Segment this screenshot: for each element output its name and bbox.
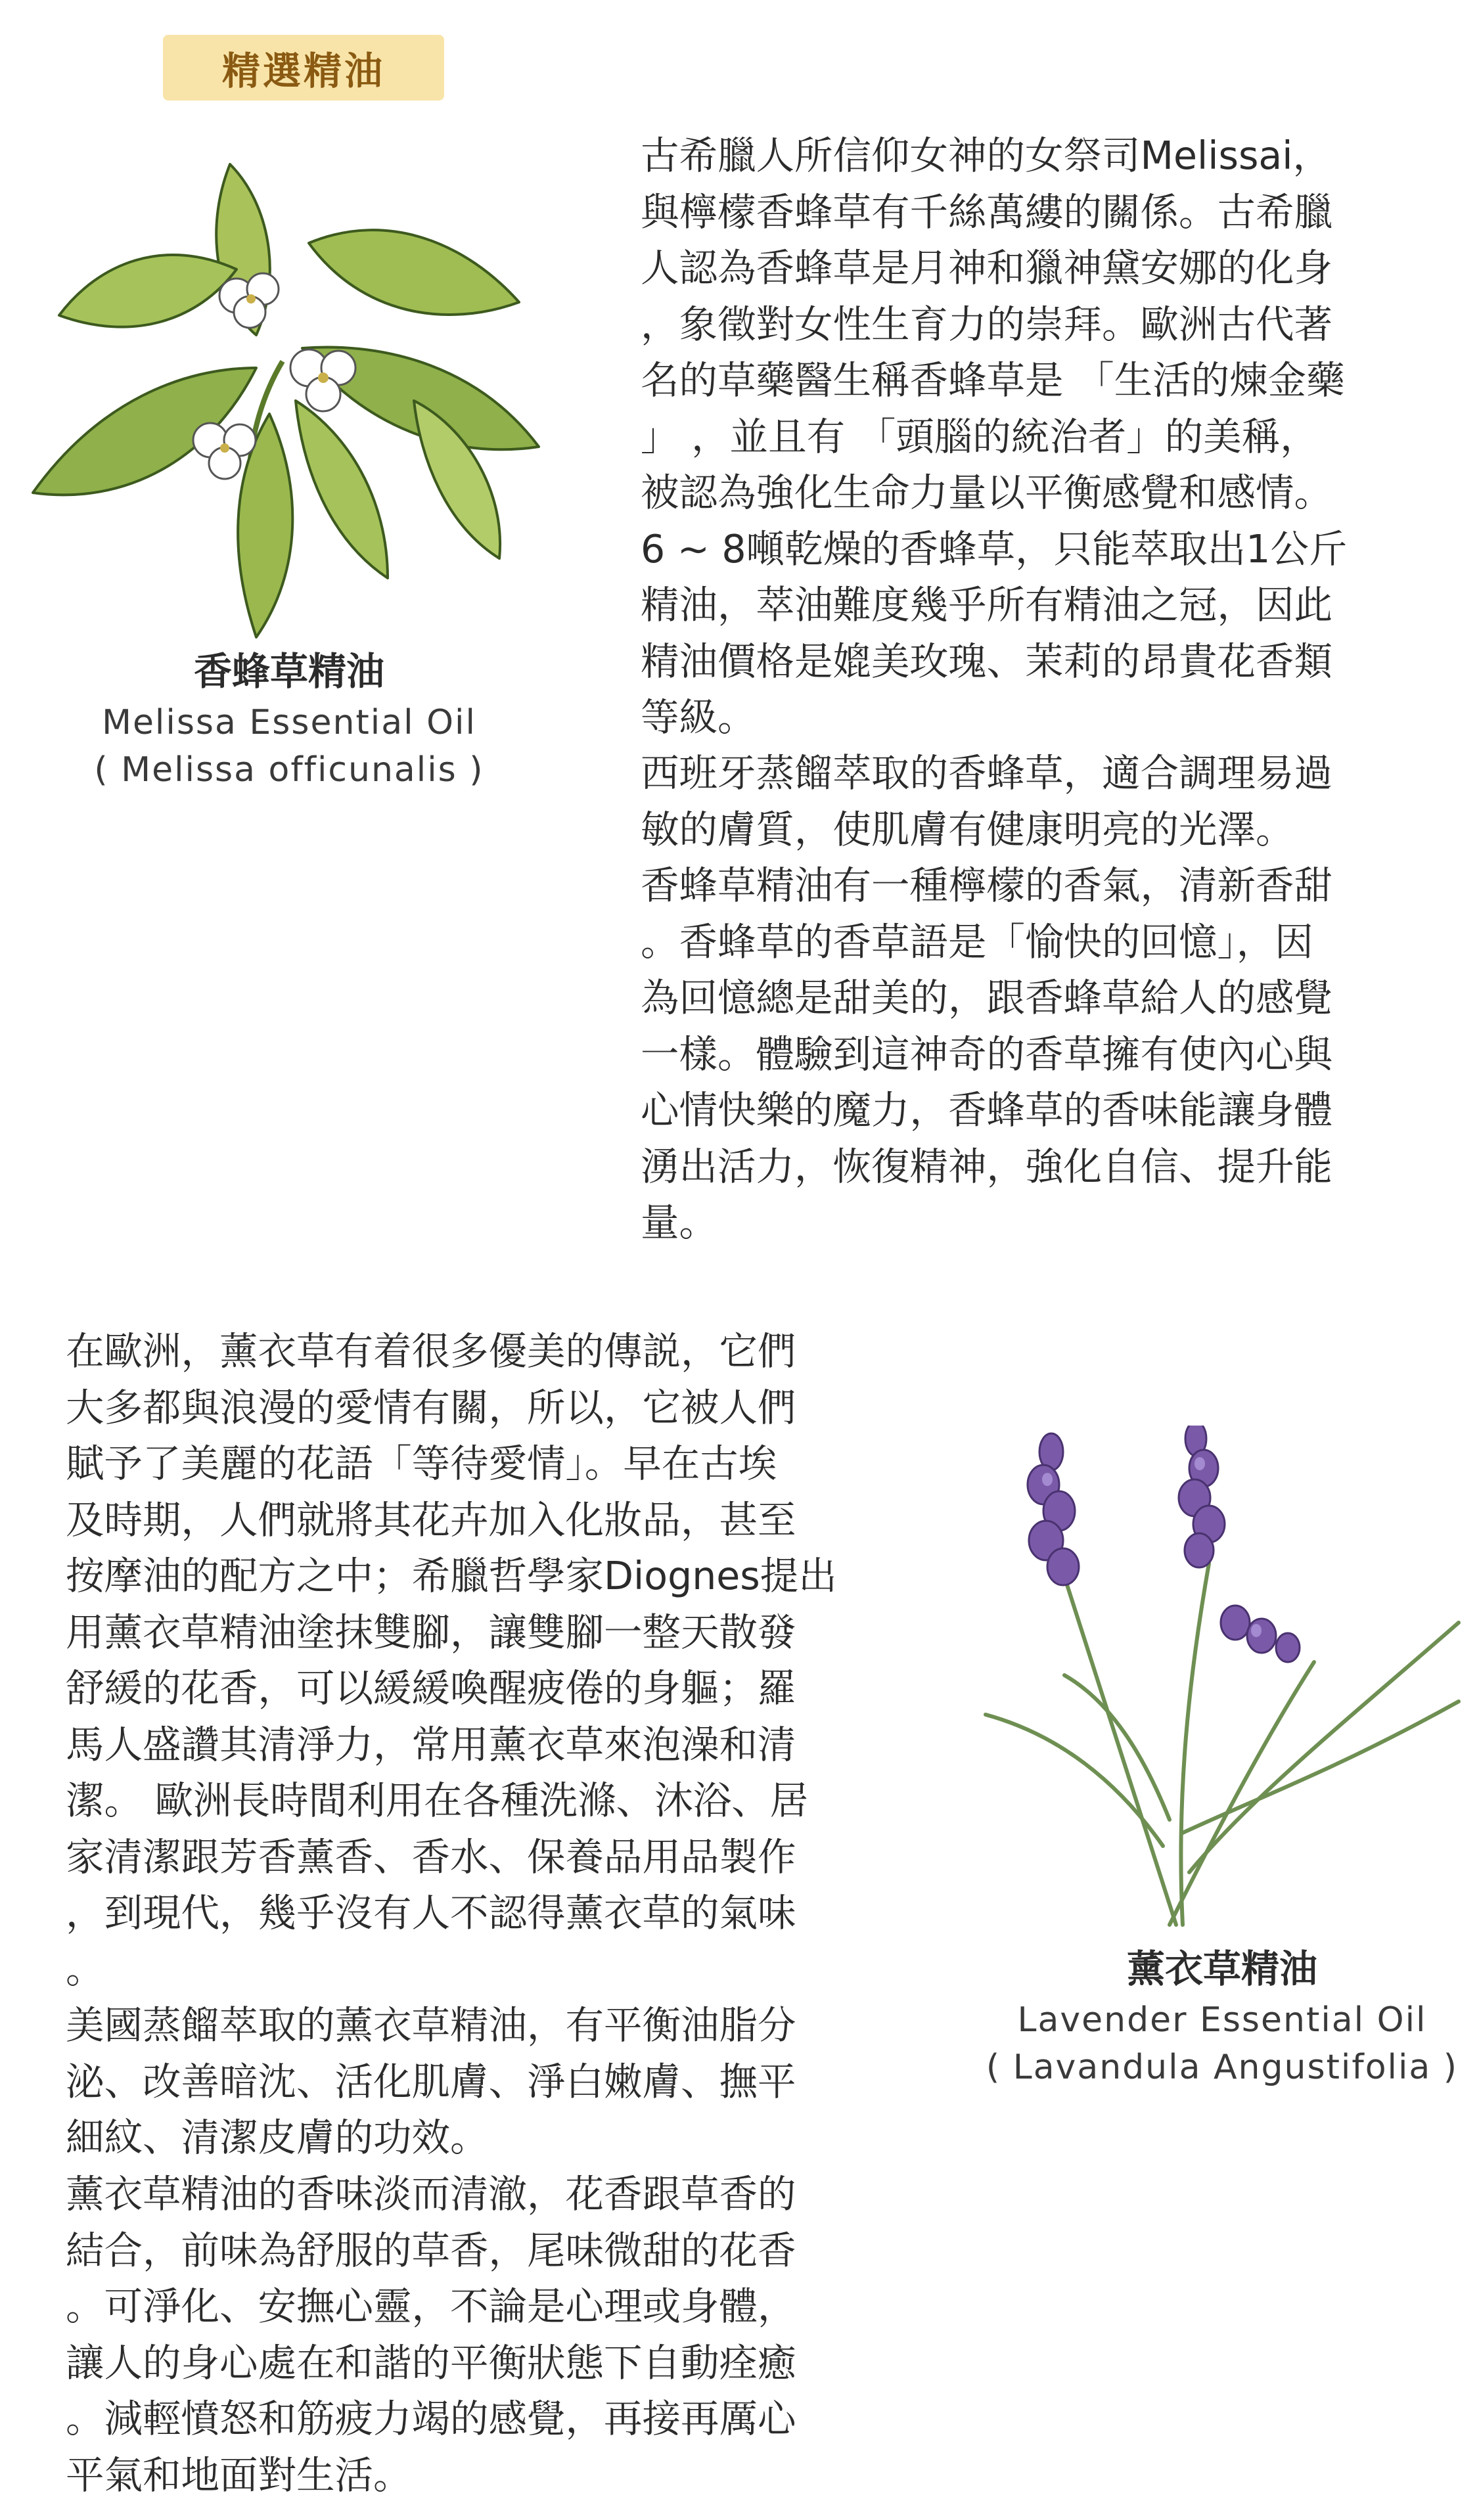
text-line: 賦予了美麗的花語「等待愛情」。早在古埃: [66, 1441, 777, 1486]
text-line: 心情快樂的魔力，香蜂草的香味能讓身體: [641, 1088, 1333, 1133]
text-line: 。香蜂草的香草語是「愉快的回憶」，因: [641, 919, 1313, 964]
section-tag: 精選精油: [163, 35, 444, 101]
text-line: 讓人的身心處在和諧的平衡狀態下自動痊癒: [66, 2340, 796, 2385]
text-line: 按摩油的配方之中；希臘哲學家Diognes提出: [66, 1554, 837, 1598]
text-line: 馬人盛讚其清淨力，常用薰衣草來泡澡和清: [66, 1722, 796, 1767]
text-line: 香蜂草精油有一種檸檬的香氣，清新香甜: [641, 863, 1333, 908]
melissa-paragraph-2: [641, 746, 1332, 858]
text-line: 美國蒸餾萃取的薰衣草精油，有平衡油脂分: [66, 2003, 796, 2048]
text-line: 潔。 歐洲長時間利用在各種洗滌、沐浴、居: [66, 1778, 809, 1823]
melissa-paragraph-3: [641, 858, 1332, 1251]
text-line: 湧出活力，恢復精神，強化自信、提升能: [641, 1144, 1333, 1189]
lavender-paragraph-1: [66, 1324, 837, 1998]
melissa-latin-name: ( Melissa officunalis ): [94, 750, 484, 790]
lavender-name-en: Lavender Essential Oil: [1017, 2000, 1427, 2040]
text-line: 古希臘人所信仰女神的女祭司Melissai，: [641, 133, 1332, 178]
text-line: 。減輕憤怒和筋疲力竭的感覺，再接再厲心: [66, 2396, 796, 2441]
text-line: 西班牙蒸餾萃取的香蜂草，適合調理易過: [641, 751, 1333, 796]
text-line: 人認為香蜂草是月神和獵神黛安娜的化身: [641, 246, 1333, 290]
text-line: 等級。: [641, 695, 756, 740]
text-line: 大多都與浪漫的愛情有關，所以，它被人們: [66, 1385, 796, 1430]
text-line: 舒緩的花香，可以緩緩喚醒疲倦的身軀；羅: [66, 1666, 796, 1711]
text-line: 細紋、清潔皮膚的功效。: [66, 2115, 489, 2160]
text-line: 。: [66, 1946, 104, 1992]
text-line: 6 ~ 8噸乾燥的香蜂草，只能萃取出1公斤: [641, 526, 1348, 572]
melissa-caption: [26, 644, 552, 794]
text-line: ，到現代，幾乎沒有人不認得薰衣草的氣味: [66, 1891, 796, 1935]
lavender-name-zh: 薰衣草精油: [1126, 1946, 1317, 1991]
text-line: 用薰衣草精油塗抹雙腳，讓雙腳一整天散發: [66, 1609, 796, 1655]
text-line: 。可淨化、安撫心靈，不論是心理或身體，: [66, 2284, 796, 2329]
text-line: 在歐洲，薰衣草有着很多優美的傳説，它們: [66, 1329, 796, 1374]
text-line: 被認為強化生命力量以平衡感覺和感情。: [641, 470, 1333, 515]
text-line: 與檸檬香蜂草有千絲萬縷的關係。古希臘: [641, 189, 1333, 235]
text-line: 為回憶總是甜美的，跟香蜂草給人的感覺: [641, 976, 1333, 1020]
text-line: 結合，前味為舒服的草香，尾味微甜的花香: [66, 2228, 796, 2273]
lavender-latin-name: ( Lavandula Angustifolia ): [986, 2048, 1459, 2087]
melissa-name-zh: 香蜂草精油: [193, 649, 384, 694]
text-line: ，象徵對女性生育力的崇拜。歐洲古代著: [641, 302, 1333, 347]
text-line: 及時期，人們就將其花卉加入化妝品，甚至: [66, 1497, 796, 1542]
text-line: 家清潔跟芳香薰香、香水、保養品用品製作: [66, 1834, 796, 1879]
lavender-sprig-illustration: [972, 1426, 1472, 1931]
melissa-name-en: Melissa Essential Oil: [102, 703, 476, 742]
text-line: 薰衣草精油的香味淡而清澈，花香跟草香的: [66, 2172, 796, 2216]
text-line: 泌、改善暗沈、活化肌膚、淨白嫩膚、撫平: [66, 2059, 796, 2104]
text-line: 敏的膚質，使肌膚有健康明亮的光澤。: [641, 807, 1294, 852]
text-line: 量。: [641, 1200, 718, 1245]
text-line: 一樣。體驗到這神奇的香草擁有使內心與: [641, 1031, 1333, 1077]
text-line: 精油價格是媲美玫瑰、茉莉的昂貴花香類: [641, 639, 1333, 684]
melissa-paragraph-1: [641, 128, 1347, 746]
text-line: 平氣和地面對生活。: [66, 2452, 412, 2498]
text-line: 名的草藥醫生稱香蜂草是 「生活的煉金藥: [641, 358, 1345, 403]
lavender-caption: [972, 1941, 1472, 2091]
text-line: 精油，萃油難度幾乎所有精油之冠，因此: [641, 583, 1333, 627]
melissa-leaf-illustration: [20, 151, 558, 657]
lavender-paragraph-3: [66, 2167, 796, 2504]
lavender-paragraph-2: [66, 1998, 796, 2167]
text-line: 」 ，並且有 「頭腦的統治者」的美稱，: [641, 414, 1319, 459]
